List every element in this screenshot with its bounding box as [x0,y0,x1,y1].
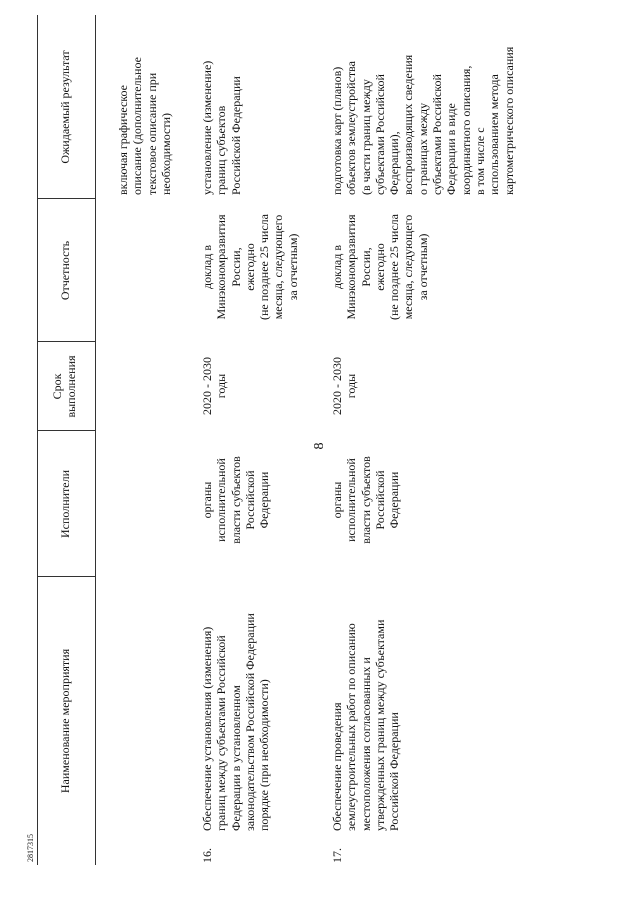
header-result: Ожидаемый результат [58,50,72,164]
row-17-term: 2020 - 2030 годы [330,357,359,415]
document-code: 2817315 [26,834,35,862]
row-17-name: Обеспечение проведения землеустроительных работ по описанию местоположения согласованных и утвержденных границ между субъектами Российской Федерации [330,619,402,831]
row-16-name: Обеспечение установления (изменения) границ между субъектами Российской Федерации в установленном законодательством Российской Федерации порядке (при необходимости) [200,613,272,831]
row-16-term: 2020 - 2030 годы [200,357,229,415]
row-16-executors: органы исполнительной власти субъектов Российской Федерации [200,456,272,544]
header-name: Наименование мероприятия [58,648,72,794]
row-16-number: 16. [200,848,214,863]
header-term: Срок выполнения [50,355,78,418]
header-bottom-border [95,15,96,865]
page-number: 8 [312,442,327,450]
row-17-executors: органы исполнительной власти субъектов Российской Федерации [330,456,402,544]
row-17-reporting: доклад в Минэкономразвития России, ежегодно (не позднее 25 числа месяца, следующего за отчетным) [330,214,430,320]
row-16-reporting: доклад в Минэкономразвития России, ежегодно (не позднее 25 числа месяца, следующего за отчетным) [200,214,300,320]
header-reporting: Отчетность [58,240,72,301]
header-executors: Исполнители [58,469,72,539]
continuation-result: включая графическое описание (дополнительное текстовое описание при необходимости) [116,57,173,195]
row-17-result: подготовка карт (планов) объектов землеустройства (в части границ между субъектами Российской Федерации), воспроизводящих сведения о границах между субъектами Российской Федерации в виде координатного описания, в том числе с использованием метода картометрического описания [330,46,516,195]
row-17-number: 17. [330,848,344,863]
row-16-result: установление (изменение) границ субъектов Российской Федерации [200,60,243,195]
table-top-border [37,15,38,865]
